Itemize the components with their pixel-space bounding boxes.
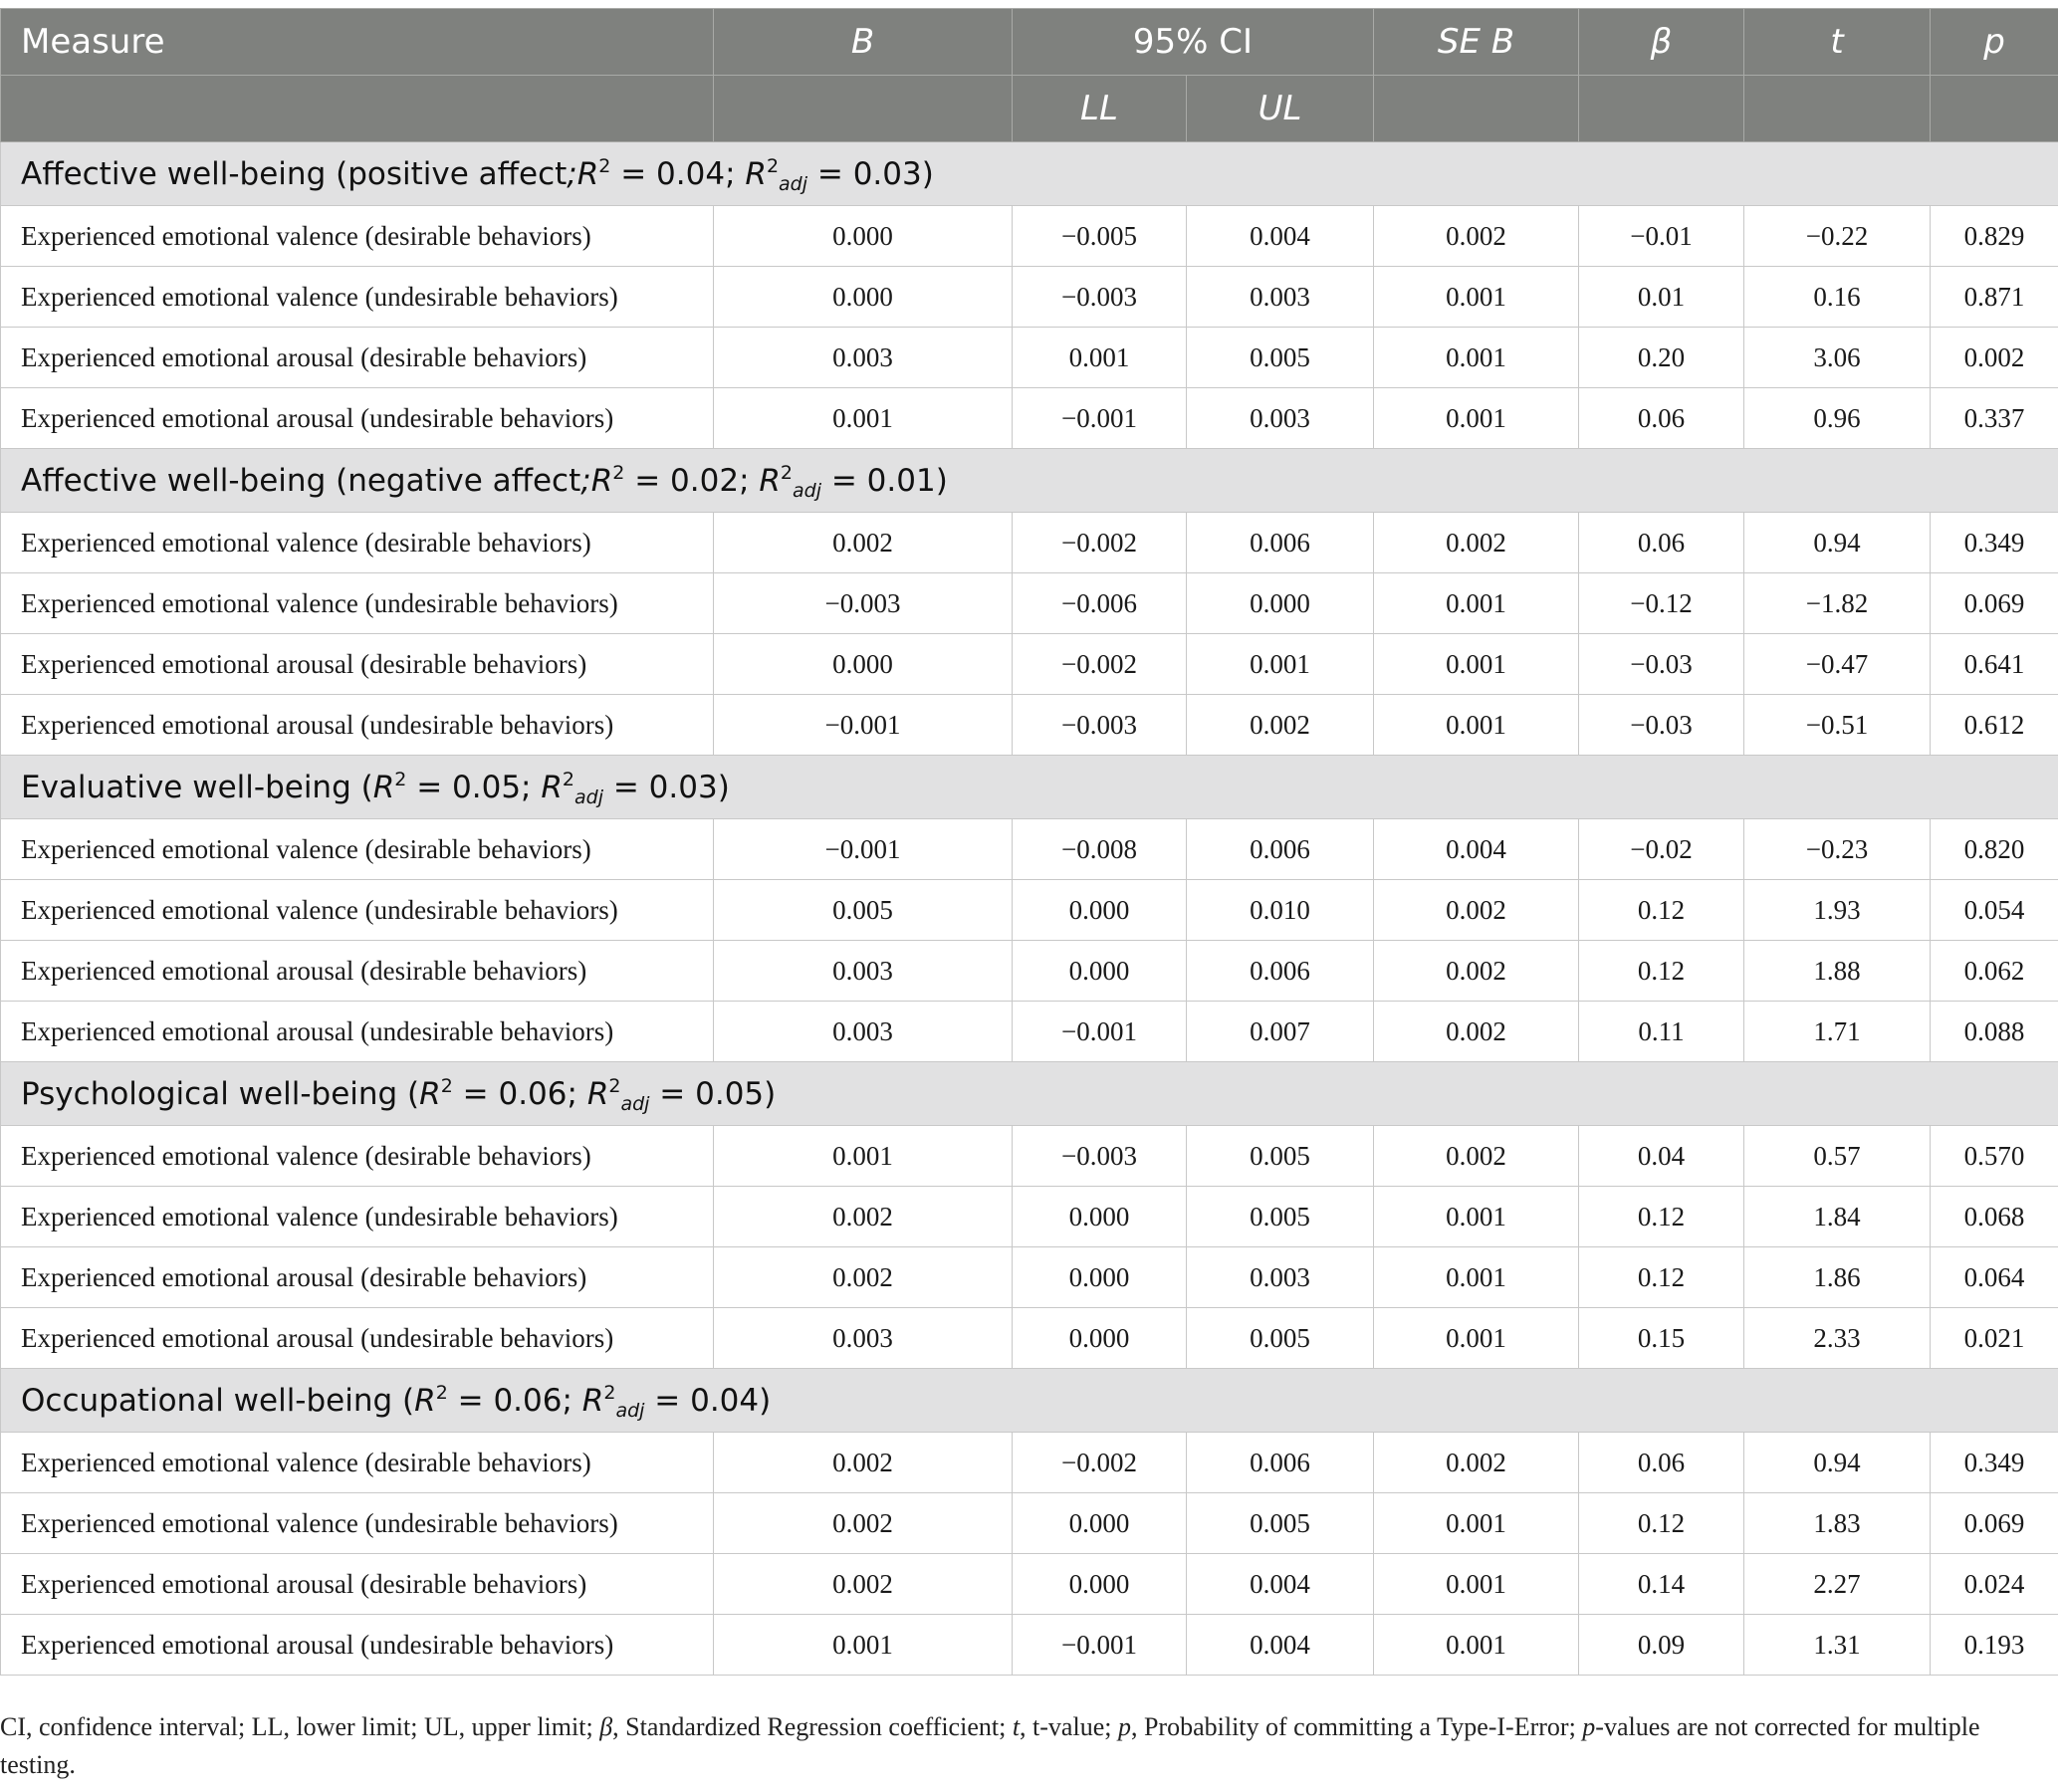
cell-ul: 0.001 bbox=[1187, 634, 1374, 695]
cell-t: 0.94 bbox=[1744, 1433, 1931, 1493]
cell-beta: 0.04 bbox=[1579, 1126, 1744, 1187]
cell-ul: 0.003 bbox=[1187, 1247, 1374, 1308]
cell-ll: 0.000 bbox=[1013, 1308, 1187, 1369]
cell-beta: 0.06 bbox=[1579, 513, 1744, 573]
footnote-text: , t-value; bbox=[1020, 1712, 1118, 1741]
cell-ll: −0.005 bbox=[1013, 206, 1187, 267]
cell-t: 1.93 bbox=[1744, 880, 1931, 941]
cell-se-b: 0.002 bbox=[1374, 1433, 1579, 1493]
cell-beta: −0.01 bbox=[1579, 206, 1744, 267]
cell-t: 2.27 bbox=[1744, 1554, 1931, 1615]
cell-beta: 0.06 bbox=[1579, 388, 1744, 449]
cell-t: −1.82 bbox=[1744, 573, 1931, 634]
cell-measure: Experienced emotional arousal (desirable behaviors) bbox=[1, 1554, 714, 1615]
cell-p: 0.024 bbox=[1931, 1554, 2058, 1615]
r-squared-adj-letter: R bbox=[586, 1075, 609, 1112]
cell-b: −0.003 bbox=[714, 573, 1013, 634]
cell-b: 0.001 bbox=[714, 388, 1013, 449]
cell-se-b: 0.001 bbox=[1374, 1615, 1579, 1676]
cell-se-b: 0.001 bbox=[1374, 1187, 1579, 1247]
r-squared-adj-superscript: 2 bbox=[780, 461, 794, 484]
r-squared-letter: R bbox=[372, 769, 395, 805]
cell-ll: −0.002 bbox=[1013, 513, 1187, 573]
cell-ul: 0.005 bbox=[1187, 328, 1374, 388]
cell-t: −0.51 bbox=[1744, 695, 1931, 756]
cell-beta: 0.09 bbox=[1579, 1615, 1744, 1676]
cell-b: 0.003 bbox=[714, 1002, 1013, 1062]
cell-measure: Experienced emotional arousal (desirable behaviors) bbox=[1, 328, 714, 388]
cell-b: 0.002 bbox=[714, 1493, 1013, 1554]
cell-ll: −0.006 bbox=[1013, 573, 1187, 634]
cell-ul: 0.004 bbox=[1187, 1554, 1374, 1615]
cell-beta: 0.14 bbox=[1579, 1554, 1744, 1615]
cell-measure: Experienced emotional arousal (undesirable behaviors) bbox=[1, 695, 714, 756]
cell-b: 0.003 bbox=[714, 1308, 1013, 1369]
cell-se-b: 0.001 bbox=[1374, 267, 1579, 328]
cell-beta: 0.12 bbox=[1579, 880, 1744, 941]
table-row bbox=[1, 941, 2058, 1002]
header-measure: Measure bbox=[1, 9, 714, 76]
cell-ul: 0.000 bbox=[1187, 573, 1374, 634]
cell-b: 0.003 bbox=[714, 328, 1013, 388]
header-b: B bbox=[714, 9, 1013, 76]
cell-p: 0.641 bbox=[1931, 634, 2058, 695]
table-row bbox=[1, 880, 2058, 941]
cell-b: 0.002 bbox=[714, 1187, 1013, 1247]
table-footnote bbox=[0, 1708, 2031, 1784]
cell-p: 0.612 bbox=[1931, 695, 2058, 756]
r-squared-adj-letter: R bbox=[759, 462, 781, 499]
cell-ul: 0.005 bbox=[1187, 1493, 1374, 1554]
cell-p: 0.069 bbox=[1931, 573, 2058, 634]
footnote-t: t bbox=[1012, 1712, 1021, 1741]
r-squared-adj-superscript: 2 bbox=[603, 1381, 616, 1404]
cell-ll: 0.000 bbox=[1013, 1247, 1187, 1308]
cell-t: 2.33 bbox=[1744, 1308, 1931, 1369]
cell-b: 0.000 bbox=[714, 267, 1013, 328]
cell-ul: 0.003 bbox=[1187, 267, 1374, 328]
cell-p: 0.349 bbox=[1931, 1433, 2058, 1493]
cell-p: 0.064 bbox=[1931, 1247, 2058, 1308]
header-p: p bbox=[1931, 9, 2058, 76]
cell-measure: Experienced emotional arousal (desirable behaviors) bbox=[1, 634, 714, 695]
cell-ll: −0.001 bbox=[1013, 1615, 1187, 1676]
r-squared-letter: R bbox=[419, 1075, 441, 1112]
cell-measure: Experienced emotional valence (desirable behaviors) bbox=[1, 1433, 714, 1493]
cell-b: 0.002 bbox=[714, 1554, 1013, 1615]
r-squared-superscript: 2 bbox=[435, 1381, 448, 1404]
cell-ll: −0.001 bbox=[1013, 1002, 1187, 1062]
cell-ll: −0.001 bbox=[1013, 388, 1187, 449]
cell-t: 3.06 bbox=[1744, 328, 1931, 388]
section-title-semicolon: ; bbox=[580, 462, 591, 499]
r-squared-letter: R bbox=[590, 462, 613, 499]
r-squared-adj-subscript: adj bbox=[615, 1399, 645, 1422]
cell-b: 0.000 bbox=[714, 206, 1013, 267]
table-row bbox=[1, 1308, 2058, 1369]
section-title-text: Occupational well-being ( bbox=[21, 1382, 415, 1419]
table-row bbox=[1, 1433, 2058, 1493]
cell-ll: 0.000 bbox=[1013, 1554, 1187, 1615]
table-row bbox=[1, 1615, 2058, 1676]
footnote-p-values: p bbox=[1582, 1712, 1596, 1741]
section-title-text: Psychological well-being ( bbox=[21, 1075, 420, 1112]
header-empty bbox=[1931, 76, 2058, 142]
cell-beta: −0.02 bbox=[1579, 819, 1744, 880]
table-row bbox=[1, 695, 2058, 756]
cell-beta: 0.12 bbox=[1579, 1493, 1744, 1554]
section-title-text: Affective well-being (negative affect bbox=[21, 462, 581, 499]
cell-p: 0.337 bbox=[1931, 388, 2058, 449]
cell-ll: 0.000 bbox=[1013, 880, 1187, 941]
cell-p: 0.054 bbox=[1931, 880, 2058, 941]
section-title bbox=[1, 756, 2058, 819]
cell-measure: Experienced emotional arousal (desirable behaviors) bbox=[1, 1247, 714, 1308]
cell-measure: Experienced emotional valence (undesirable behaviors) bbox=[1, 880, 714, 941]
cell-b: 0.002 bbox=[714, 513, 1013, 573]
section-title bbox=[1, 1369, 2058, 1433]
footnote-text: , Standardized Regression coefficient; bbox=[612, 1712, 1013, 1741]
cell-measure: Experienced emotional valence (undesirable behaviors) bbox=[1, 267, 714, 328]
cell-beta: 0.01 bbox=[1579, 267, 1744, 328]
header-row-1 bbox=[1, 9, 2058, 76]
cell-se-b: 0.001 bbox=[1374, 695, 1579, 756]
cell-se-b: 0.001 bbox=[1374, 388, 1579, 449]
cell-measure: Experienced emotional arousal (undesirable behaviors) bbox=[1, 388, 714, 449]
r-squared-value: = 0.05; bbox=[406, 769, 542, 805]
r-squared-value: = 0.02; bbox=[624, 462, 760, 499]
cell-ll: 0.000 bbox=[1013, 1187, 1187, 1247]
r-squared-adj-value: = 0.03) bbox=[807, 155, 934, 192]
cell-beta: 0.11 bbox=[1579, 1002, 1744, 1062]
cell-p: 0.570 bbox=[1931, 1126, 2058, 1187]
cell-ul: 0.006 bbox=[1187, 941, 1374, 1002]
r-squared-superscript: 2 bbox=[394, 768, 407, 790]
cell-ll: 0.000 bbox=[1013, 1493, 1187, 1554]
cell-t: 1.83 bbox=[1744, 1493, 1931, 1554]
cell-p: 0.088 bbox=[1931, 1002, 2058, 1062]
cell-se-b: 0.002 bbox=[1374, 941, 1579, 1002]
cell-ll: −0.008 bbox=[1013, 819, 1187, 880]
cell-measure: Experienced emotional valence (desirable behaviors) bbox=[1, 819, 714, 880]
r-squared-letter: R bbox=[414, 1382, 436, 1419]
cell-ll: 0.001 bbox=[1013, 328, 1187, 388]
cell-ul: 0.005 bbox=[1187, 1187, 1374, 1247]
section-title bbox=[1, 142, 2058, 206]
cell-se-b: 0.001 bbox=[1374, 1493, 1579, 1554]
cell-beta: 0.20 bbox=[1579, 328, 1744, 388]
cell-t: −0.23 bbox=[1744, 819, 1931, 880]
r-squared-adj-subscript: adj bbox=[793, 479, 821, 502]
section-row bbox=[1, 142, 2058, 206]
cell-p: 0.021 bbox=[1931, 1308, 2058, 1369]
cell-t: 1.31 bbox=[1744, 1615, 1931, 1676]
cell-beta: −0.03 bbox=[1579, 695, 1744, 756]
cell-p: 0.349 bbox=[1931, 513, 2058, 573]
cell-ll: −0.003 bbox=[1013, 267, 1187, 328]
cell-p: 0.068 bbox=[1931, 1187, 2058, 1247]
cell-b: 0.001 bbox=[714, 1615, 1013, 1676]
table-row bbox=[1, 513, 2058, 573]
cell-se-b: 0.002 bbox=[1374, 880, 1579, 941]
header-empty bbox=[1744, 76, 1931, 142]
r-squared-adj-value: = 0.03) bbox=[602, 769, 730, 805]
cell-t: 0.96 bbox=[1744, 388, 1931, 449]
cell-t: 1.86 bbox=[1744, 1247, 1931, 1308]
cell-b: 0.003 bbox=[714, 941, 1013, 1002]
cell-measure: Experienced emotional valence (desirable behaviors) bbox=[1, 1126, 714, 1187]
table-row bbox=[1, 1554, 2058, 1615]
cell-se-b: 0.002 bbox=[1374, 513, 1579, 573]
cell-ul: 0.004 bbox=[1187, 1615, 1374, 1676]
header-empty bbox=[1, 76, 714, 142]
r-squared-adj-letter: R bbox=[541, 769, 563, 805]
cell-p: 0.871 bbox=[1931, 267, 2058, 328]
r-squared-adj-subscript: adj bbox=[620, 1092, 650, 1115]
cell-ul: 0.006 bbox=[1187, 819, 1374, 880]
cell-beta: −0.12 bbox=[1579, 573, 1744, 634]
cell-t: 1.71 bbox=[1744, 1002, 1931, 1062]
cell-se-b: 0.001 bbox=[1374, 573, 1579, 634]
cell-t: 0.94 bbox=[1744, 513, 1931, 573]
r-squared-adj-superscript: 2 bbox=[608, 1074, 621, 1097]
cell-measure: Experienced emotional valence (undesirable behaviors) bbox=[1, 1493, 714, 1554]
regression-table bbox=[0, 8, 2058, 1676]
table-row bbox=[1, 206, 2058, 267]
cell-t: 0.57 bbox=[1744, 1126, 1931, 1187]
cell-t: −0.47 bbox=[1744, 634, 1931, 695]
r-squared-adj-value: = 0.04) bbox=[644, 1382, 772, 1419]
section-row bbox=[1, 1369, 2058, 1433]
cell-ll: −0.002 bbox=[1013, 1433, 1187, 1493]
cell-beta: 0.15 bbox=[1579, 1308, 1744, 1369]
table-row bbox=[1, 1247, 2058, 1308]
footnote-p: p bbox=[1117, 1712, 1131, 1741]
footnote-beta: β bbox=[599, 1712, 613, 1741]
cell-b: 0.002 bbox=[714, 1247, 1013, 1308]
cell-ll: −0.003 bbox=[1013, 695, 1187, 756]
r-squared-value: = 0.04; bbox=[610, 155, 746, 192]
cell-p: 0.062 bbox=[1931, 941, 2058, 1002]
table-row bbox=[1, 573, 2058, 634]
table-row bbox=[1, 328, 2058, 388]
cell-ul: 0.003 bbox=[1187, 388, 1374, 449]
header-ll: LL bbox=[1013, 76, 1187, 142]
cell-se-b: 0.001 bbox=[1374, 328, 1579, 388]
cell-t: 1.84 bbox=[1744, 1187, 1931, 1247]
cell-se-b: 0.004 bbox=[1374, 819, 1579, 880]
cell-measure: Experienced emotional arousal (undesirable behaviors) bbox=[1, 1002, 714, 1062]
cell-se-b: 0.001 bbox=[1374, 1554, 1579, 1615]
cell-p: 0.069 bbox=[1931, 1493, 2058, 1554]
r-squared-adj-subscript: adj bbox=[779, 172, 808, 195]
r-squared-value: = 0.06; bbox=[447, 1382, 582, 1419]
cell-p: 0.193 bbox=[1931, 1615, 2058, 1676]
r-squared-superscript: 2 bbox=[612, 461, 625, 484]
footnote-text: , Probability of committing a Type-I-Error; bbox=[1130, 1712, 1583, 1741]
cell-beta: 0.06 bbox=[1579, 1433, 1744, 1493]
r-squared-adj-subscript: adj bbox=[574, 785, 603, 808]
cell-ll: −0.002 bbox=[1013, 634, 1187, 695]
table-row bbox=[1, 1002, 2058, 1062]
cell-beta: 0.12 bbox=[1579, 1187, 1744, 1247]
footnote-text: -values are not corrected for multiple testing. bbox=[0, 1712, 1980, 1779]
cell-b: 0.001 bbox=[714, 1126, 1013, 1187]
cell-t: −0.22 bbox=[1744, 206, 1931, 267]
r-squared-superscript: 2 bbox=[440, 1074, 453, 1097]
header-row-2 bbox=[1, 76, 2058, 142]
section-title-text: Affective well-being (positive affect bbox=[21, 155, 568, 192]
header-t: t bbox=[1744, 9, 1931, 76]
cell-beta: 0.12 bbox=[1579, 1247, 1744, 1308]
cell-b: 0.000 bbox=[714, 634, 1013, 695]
cell-t: 0.16 bbox=[1744, 267, 1931, 328]
cell-ul: 0.007 bbox=[1187, 1002, 1374, 1062]
cell-se-b: 0.001 bbox=[1374, 634, 1579, 695]
cell-b: −0.001 bbox=[714, 819, 1013, 880]
section-title bbox=[1, 1062, 2058, 1126]
r-squared-adj-value: = 0.01) bbox=[821, 462, 948, 499]
section-row bbox=[1, 1062, 2058, 1126]
cell-t: 1.88 bbox=[1744, 941, 1931, 1002]
r-squared-adj-letter: R bbox=[745, 155, 767, 192]
r-squared-value: = 0.06; bbox=[452, 1075, 587, 1112]
header-empty bbox=[1579, 76, 1744, 142]
cell-measure: Experienced emotional arousal (desirable behaviors) bbox=[1, 941, 714, 1002]
cell-p: 0.820 bbox=[1931, 819, 2058, 880]
r-squared-adj-letter: R bbox=[581, 1382, 604, 1419]
table-row bbox=[1, 1493, 2058, 1554]
table-body bbox=[1, 142, 2058, 1676]
cell-beta: 0.12 bbox=[1579, 941, 1744, 1002]
cell-se-b: 0.001 bbox=[1374, 1247, 1579, 1308]
section-row bbox=[1, 449, 2058, 513]
cell-b: −0.001 bbox=[714, 695, 1013, 756]
r-squared-adj-superscript: 2 bbox=[562, 768, 574, 790]
cell-p: 0.829 bbox=[1931, 206, 2058, 267]
cell-ul: 0.006 bbox=[1187, 513, 1374, 573]
section-title-semicolon: ; bbox=[567, 155, 577, 192]
footnote-text: CI, confidence interval; LL, lower limit; UL, upper limit; bbox=[0, 1712, 600, 1741]
cell-ll: −0.003 bbox=[1013, 1126, 1187, 1187]
r-squared-adj-value: = 0.05) bbox=[649, 1075, 777, 1112]
cell-b: 0.005 bbox=[714, 880, 1013, 941]
cell-b: 0.002 bbox=[714, 1433, 1013, 1493]
cell-ul: 0.005 bbox=[1187, 1308, 1374, 1369]
header-ul: UL bbox=[1187, 76, 1374, 142]
cell-measure: Experienced emotional valence (desirable behaviors) bbox=[1, 513, 714, 573]
table-row bbox=[1, 267, 2058, 328]
r-squared-adj-superscript: 2 bbox=[766, 154, 780, 177]
header-beta: β bbox=[1579, 9, 1744, 76]
cell-se-b: 0.002 bbox=[1374, 1126, 1579, 1187]
cell-ul: 0.004 bbox=[1187, 206, 1374, 267]
cell-se-b: 0.002 bbox=[1374, 206, 1579, 267]
header-empty bbox=[1374, 76, 1579, 142]
cell-measure: Experienced emotional valence (undesirable behaviors) bbox=[1, 1187, 714, 1247]
table-row bbox=[1, 388, 2058, 449]
section-title bbox=[1, 449, 2058, 513]
table-row bbox=[1, 1187, 2058, 1247]
cell-measure: Experienced emotional valence (undesirable behaviors) bbox=[1, 573, 714, 634]
cell-se-b: 0.002 bbox=[1374, 1002, 1579, 1062]
cell-ul: 0.005 bbox=[1187, 1126, 1374, 1187]
cell-measure: Experienced emotional arousal (undesirable behaviors) bbox=[1, 1308, 714, 1369]
cell-ll: 0.000 bbox=[1013, 941, 1187, 1002]
cell-ul: 0.006 bbox=[1187, 1433, 1374, 1493]
section-title-text: Evaluative well-being ( bbox=[21, 769, 373, 805]
table-row bbox=[1, 634, 2058, 695]
r-squared-letter: R bbox=[576, 155, 599, 192]
table-row bbox=[1, 819, 2058, 880]
cell-p: 0.002 bbox=[1931, 328, 2058, 388]
cell-measure: Experienced emotional arousal (undesirable behaviors) bbox=[1, 1615, 714, 1676]
header-se-b: SE B bbox=[1374, 9, 1579, 76]
header-empty bbox=[714, 76, 1013, 142]
cell-se-b: 0.001 bbox=[1374, 1308, 1579, 1369]
table-row bbox=[1, 1126, 2058, 1187]
cell-measure: Experienced emotional valence (desirable behaviors) bbox=[1, 206, 714, 267]
r-squared-superscript: 2 bbox=[598, 154, 611, 177]
cell-beta: −0.03 bbox=[1579, 634, 1744, 695]
cell-ul: 0.010 bbox=[1187, 880, 1374, 941]
cell-ul: 0.002 bbox=[1187, 695, 1374, 756]
header-ci: 95% CI bbox=[1013, 9, 1374, 76]
section-row bbox=[1, 756, 2058, 819]
